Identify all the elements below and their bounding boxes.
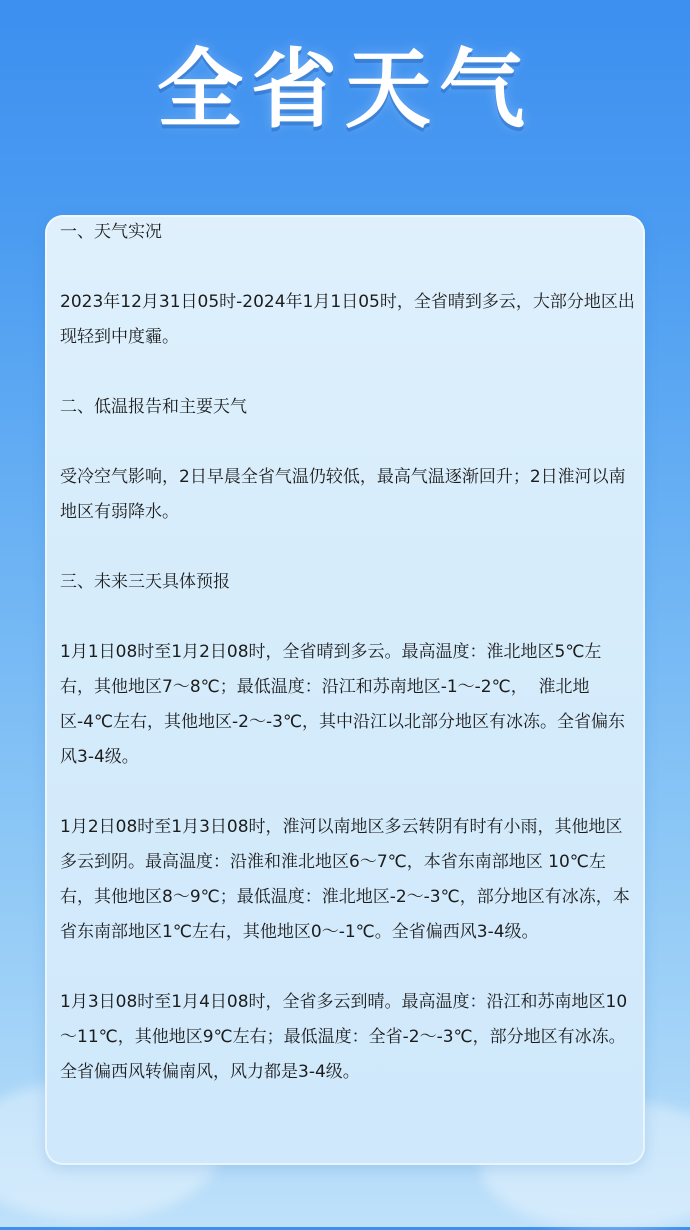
- section-heading-forecast: 三、未来三天具体预报: [60, 572, 230, 592]
- section-heading-current: 一、天气实况: [60, 222, 162, 242]
- forecast-card: [45, 215, 645, 1165]
- forecast-day-2: 1月2日08时至1月3日08时，淮河以南地区多云转阴有时有小雨，其他地区多云到阴。最高温度：沿淮和淮北地区6～7℃，本省东南部地区 10℃左右，其他地区8～9℃；最低温度：淮北地区-2～-3℃，部分地区有冰冻，本省东南部地区1℃左右，其他地区0～-1℃。全省偏西风3-4级。: [60, 817, 630, 942]
- section-body-low-temp: 受冷空气影响，2日早晨全省气温仍较低，最高气温逐渐回升；2日淮河以南地区有弱降水。: [60, 467, 626, 522]
- section-body-current: 2023年12月31日05时-2024年1月1日05时，全省晴到多云，大部分地区出现轻到中度霾。: [60, 292, 635, 347]
- forecast-content: [60, 215, 635, 1090]
- forecast-day-3: 1月3日08时至1月4日08时，全省多云到晴。最高温度：沿江和苏南地区10～11℃，其他地区9℃左右；最低温度：全省-2～-3℃，部分地区有冰冻。全省偏西风转偏南风，风力都是3-4级。: [60, 992, 628, 1082]
- page-title: 全省天气: [157, 40, 533, 140]
- forecast-day-1: 1月1日08时至1月2日08时，全省晴到多云。最高温度：淮北地区5℃左右，其他地区7～8℃；最低温度：沿江和苏南地区-1～-2℃， 淮北地区-4℃左右，其他地区-2～-3℃，其中沿江以北部分地区有冰冻。全省偏东风3-4级。: [60, 642, 626, 767]
- section-heading-low-temp: 二、低温报告和主要天气: [60, 397, 247, 417]
